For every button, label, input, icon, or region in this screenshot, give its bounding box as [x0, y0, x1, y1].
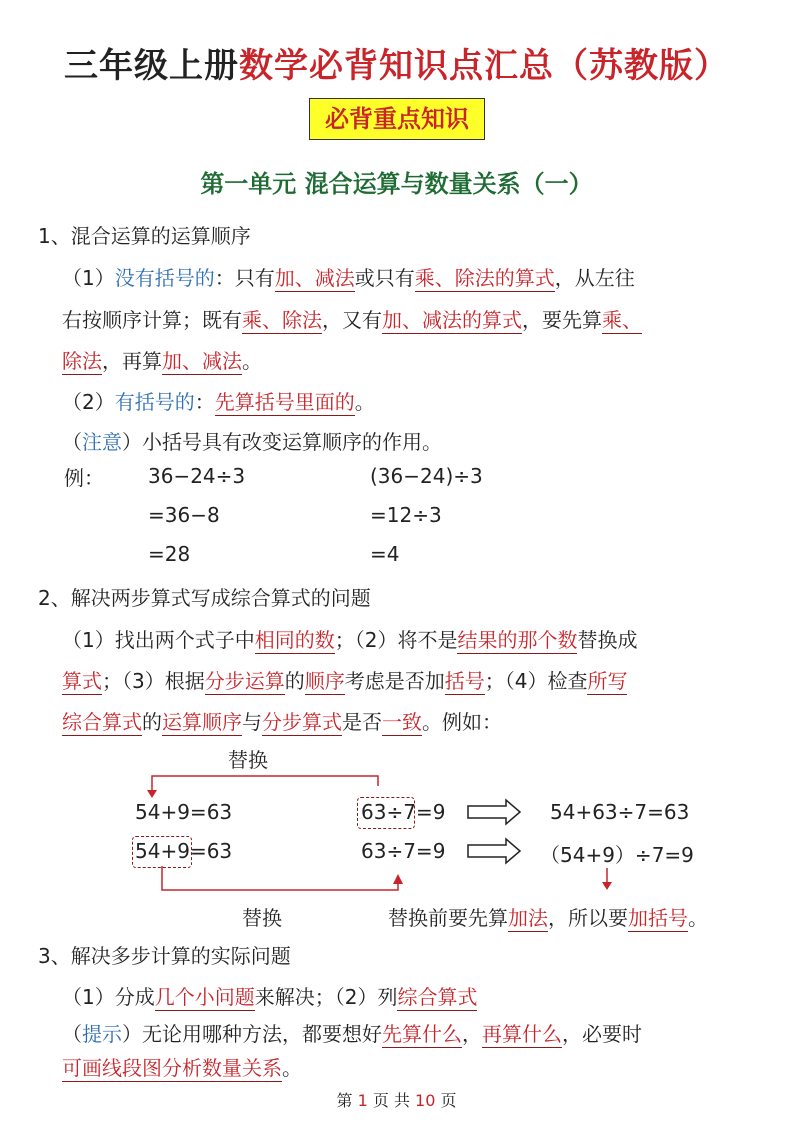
- s2-l3-a: 综合算式: [62, 710, 142, 734]
- s1-l2-d: 加、减法的算式: [382, 308, 522, 332]
- footer-a: 第: [336, 1091, 353, 1110]
- s3-l1-c: 来解决；（2）列: [254, 985, 398, 1009]
- s1-l1-a: （1）: [62, 266, 115, 290]
- top-bracket-line: [152, 776, 378, 796]
- replace-label-top: 替换: [228, 748, 268, 772]
- s1-l3-a: 除法: [62, 349, 102, 373]
- s1-l1-c: ：只有: [214, 266, 275, 290]
- row1-left: 54+9=63: [135, 800, 233, 824]
- s1-l4-e: 。: [354, 390, 375, 414]
- s2-l2-h: ；（4）检查: [484, 669, 588, 693]
- s3-l2-a: （: [62, 1022, 82, 1046]
- s1-l1-g: ，从左往: [554, 266, 635, 290]
- example-label: 例：: [64, 466, 104, 490]
- bottom-bracket-line: [162, 866, 398, 890]
- row1-mid: [361, 800, 445, 824]
- title-red-part: 数学必背知识点汇总（苏教版）: [239, 46, 729, 86]
- note-e: 。: [688, 906, 708, 930]
- s2-l3-d: 与: [242, 710, 262, 734]
- s2-l3-g: 一致: [382, 710, 422, 734]
- row2-left-box-text: 54+9: [135, 839, 190, 863]
- section-1-heading: 1、混合运算的运算顺序: [38, 224, 251, 248]
- s3-l2-f: 再算什么: [482, 1022, 562, 1046]
- s1-l5-a: （: [62, 430, 82, 454]
- note-c: ，所以要: [548, 906, 628, 930]
- ex-right-3: =4: [370, 542, 400, 566]
- footer-page-number: 1: [357, 1091, 368, 1110]
- arrow-1: [468, 800, 520, 824]
- note-b: 加法: [508, 906, 548, 930]
- row2-mid: 63÷7=9: [361, 839, 446, 863]
- s1-l2-f: 乘、: [602, 308, 642, 332]
- s2-l3-c: 运算顺序: [162, 710, 242, 734]
- arrow-2: [468, 839, 520, 863]
- row2-right: （54+9）÷7=9: [540, 843, 694, 867]
- s2-l2-b: ；（3）根据: [102, 669, 205, 693]
- s2-l1-c: ；（2）将不是: [334, 628, 458, 652]
- footer-e: 页: [440, 1091, 457, 1110]
- replace-note: [388, 902, 708, 931]
- unit-title: 第一单元 混合运算与数量关系（一）: [200, 170, 593, 198]
- s2-l2-d: 的: [284, 669, 305, 693]
- footer-c: 页 共: [372, 1091, 410, 1110]
- s2-l2-g: 括号: [444, 669, 485, 693]
- s3-l3-b: 。: [282, 1056, 302, 1080]
- replace-label-bottom: 替换: [242, 906, 282, 930]
- footer-total-pages: 10: [415, 1091, 436, 1110]
- s3-l1-a: （1）分成: [62, 985, 155, 1009]
- s2-l3-e: 分步算式: [262, 710, 342, 734]
- s1-l4-d: 先算括号里面的: [214, 390, 355, 414]
- page-footer: [0, 1088, 793, 1111]
- ex-right-2: =12÷3: [370, 503, 442, 527]
- title-black-part: 三年级上册: [64, 46, 239, 86]
- s3-l2-g: ，必要时: [562, 1022, 642, 1046]
- s2-l1-e: 替换成: [577, 628, 638, 652]
- s3-l1-b: 几个小问题: [154, 985, 255, 1009]
- down-arrow-head: [602, 882, 612, 890]
- s1-l4-a: （2）: [62, 390, 115, 414]
- s3-l2-c: ）无论用哪种方法，都要想好: [122, 1022, 382, 1046]
- row1-mid-rest: =9: [415, 800, 446, 824]
- s1-l2-e: ，要先算: [522, 308, 602, 332]
- s1-l1-f: 乘、除法的算式: [414, 266, 555, 290]
- row2-left: [135, 839, 232, 863]
- s1-l2-a: 右按顺序计算；既有: [62, 308, 242, 332]
- ex-left-2: =36−8: [148, 503, 220, 527]
- key-knowledge-badge: 必背重点知识: [309, 98, 485, 140]
- s3-l2-d: 先算什么: [382, 1022, 462, 1046]
- row1-mid-box-text: 63÷7: [361, 800, 416, 824]
- bottom-bracket-arrowhead: [393, 874, 403, 884]
- s3-line-3: [62, 1052, 302, 1081]
- s2-l1-b: 相同的数: [254, 628, 335, 652]
- row1-right: 54+63÷7=63: [550, 800, 690, 824]
- row2-left-rest: =63: [189, 839, 233, 863]
- s2-l2-e: 顺序: [304, 669, 345, 693]
- s3-l2-e: ，: [462, 1022, 482, 1046]
- ex-right-1: (36−24)÷3: [370, 464, 483, 488]
- top-bracket-arrowhead: [147, 790, 157, 798]
- s1-l2-b: 乘、除法: [242, 308, 322, 332]
- ex-left-1: 36−24÷3: [148, 464, 246, 488]
- s1-l4-b: 有括号的: [114, 390, 195, 414]
- s1-l1-e: 或只有: [354, 266, 415, 290]
- ex-left-3: =28: [148, 542, 191, 566]
- s1-l2-c: ，又有: [322, 308, 382, 332]
- section-2-heading: 2、解决两步算式写成综合算式的问题: [38, 586, 371, 610]
- note-a: 替换前要先算: [388, 906, 508, 930]
- s2-l2-c: 分步运算: [204, 669, 285, 693]
- s1-l3-b: ，再算: [102, 349, 162, 373]
- s2-l2-a: 算式: [62, 669, 102, 693]
- note-d: 加括号: [628, 906, 688, 930]
- s3-line-2: [62, 1018, 642, 1047]
- s1-l3-d: 。: [242, 349, 262, 373]
- s2-l3-f: 是否: [342, 710, 382, 734]
- s2-l1-d: 结果的那个数: [457, 628, 578, 652]
- s1-l5-c: ）小括号具有改变运算顺序的作用。: [122, 430, 442, 454]
- s3-l2-b: 提示: [82, 1022, 122, 1046]
- s1-l5-b: 注意: [82, 430, 122, 454]
- s1-l3-c: 加、减法: [162, 349, 242, 373]
- s2-l2-f: 考虑是否加: [344, 669, 445, 693]
- section-3-heading: 3、解决多步计算的实际问题: [38, 944, 291, 968]
- s1-l1-d: 加、减法: [274, 266, 355, 290]
- s3-line-1: [62, 981, 477, 1010]
- s1-l4-c: ：: [194, 390, 215, 414]
- s2-l3-b: 的: [142, 710, 162, 734]
- s2-l3-h: 。例如：: [422, 710, 502, 734]
- s1-l1-b: 没有括号的: [114, 266, 215, 290]
- s3-l1-d: 综合算式: [397, 985, 478, 1009]
- s3-l3-a: 可画线段图分析数量关系: [62, 1056, 282, 1080]
- s2-l2-i: 所写: [587, 669, 628, 693]
- s2-l1-a: （1）找出两个式子中: [62, 628, 255, 652]
